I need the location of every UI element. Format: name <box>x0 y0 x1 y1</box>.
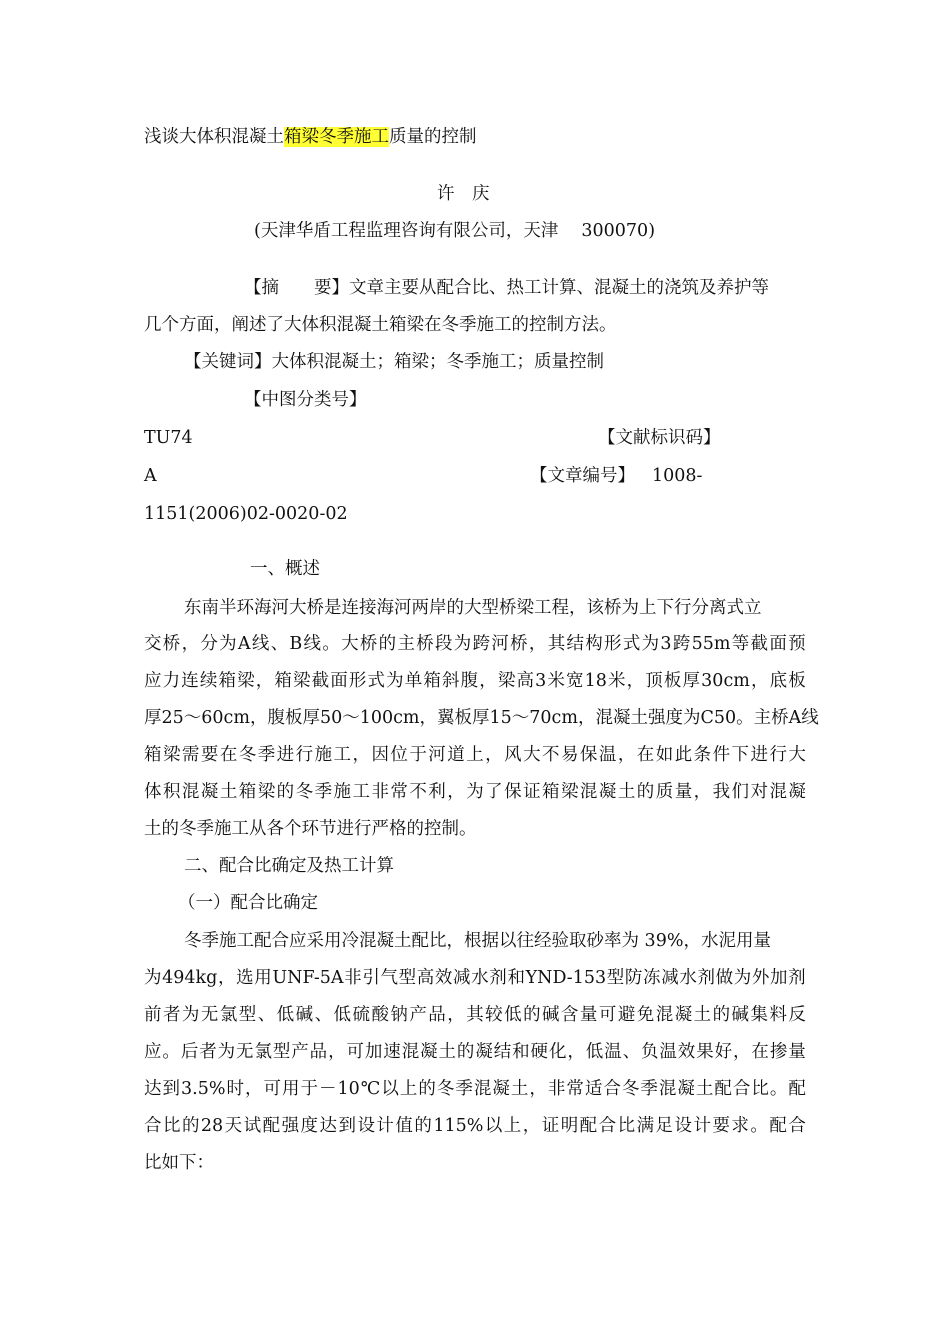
article-no-value-a: 1008- <box>652 466 703 486</box>
article-no-value-b: 1151(2006)02-0020-02 <box>144 504 348 524</box>
clc-value: TU74 <box>144 428 193 448</box>
s2-line-7: 比如下： <box>144 1153 214 1173</box>
clc-label: 【中图分类号】 <box>244 390 367 410</box>
paper-title <box>144 126 477 148</box>
article-no-label: 【文章编号】 <box>530 466 635 486</box>
s2-line-3: 前 者 为 无 氯 型 、 低 碱 、 低 硫 酸 钠 产 品 ， 其 较 低 的 碱 含 量 可 避 免 混 凝 土 的 碱 集 料 反 <box>144 1005 806 1025</box>
section-1-heading: 一、概述 <box>250 559 320 579</box>
s1-line-7: 土的冬季施工从各个环节进行严格的控制。 <box>144 819 477 839</box>
s2-line-6: 合 比 的 28 天 试 配 强 度 达 到 设 计 值 的 115% 以 上 ， 证 明 配 合 比 满 足 设 计 要 求 。 配 合 <box>144 1116 806 1136</box>
abstract-text-1: 文章主要从配合比、热工计算、混凝土的浇筑及养护等 <box>349 278 769 298</box>
doc-code-value: A <box>144 466 157 486</box>
author-name: 许 庆 <box>437 184 490 204</box>
s2-line-5: 达 到 3.5% 时 ， 可 用 于 － 10 ℃ 以 上 的 冬 季 混 凝 土 ， 非 常 适 合 冬 季 混 凝 土 配 合 比 。 配 <box>144 1079 806 1099</box>
keywords-text: 大体积混凝土；箱梁；冬季施工；质量控制 <box>271 352 604 372</box>
s1-line-3: 应 力 连 续 箱 梁 ， 箱 梁 截 面 形 式 为 单 箱 斜 腹 ， 梁 高 3 米 宽 18 米 ， 顶 板 厚 30cm ， 底 板 <box>144 671 806 691</box>
title-post: 质量的控制 <box>389 127 477 147</box>
abstract-line-2: 几个方面，阐述了大体积混凝土箱梁在冬季施工的控制方法。 <box>144 315 617 335</box>
s1-line-4: 厚 25～60cm ， 腹 板 厚 50～100cm ， 翼 板 厚 15～70cm ， 混 凝 土 强 度 为 C50 。 主 桥 A 线 <box>144 708 819 728</box>
s1-line-6: 体 积 混 凝 土 箱 梁 的 冬 季 施 工 非 常 不 利 ， 为 了 保 证 箱 梁 混 凝 土 的 质 量 ， 我 们 对 混 凝 <box>144 782 806 802</box>
section-2-heading: 二、配合比确定及热工计算 <box>184 856 394 876</box>
keywords-label: 【关键词】 <box>184 352 272 372</box>
keywords-line <box>184 351 604 373</box>
title-pre: 浅谈大体积混凝土 <box>144 127 284 147</box>
abstract-line-1 <box>244 277 769 299</box>
s1-line-1: 东南半环海河大桥是连接海河两岸的大型桥梁工程，该桥为上下行分离式立 <box>184 598 762 618</box>
title-highlight: 箱梁冬季施工 <box>284 127 389 147</box>
s1-line-5: 箱 梁 需 要 在 冬 季 进 行 施 工 ， 因 位 于 河 道 上 ， 风 大 不 易 保 温 ， 在 如 此 条 件 下 进 行 大 <box>144 745 806 765</box>
author-affiliation: (天津华盾工程监理咨询有限公司，天津 300070) <box>254 221 656 241</box>
s2-line-4: 应 。 后 者 为 无 氯 型 产 品 ， 可 加 速 混 凝 土 的 凝 结 和 硬 化 ， 低 温 、 负 温 效 果 好 ， 在 掺 量 <box>144 1042 806 1062</box>
s2-line-2: 为 494kg ， 选 用 UNF-5A 非 引 气 型 高 效 减 水 剂 和 YND-153 型 防 冻 减 水 剂 做 为 外 加 剂 <box>144 968 806 988</box>
section-2-subheading: （一）配合比确定 <box>178 893 318 913</box>
doc-code-label: 【文献标识码】 <box>598 428 721 448</box>
s1-line-2: 交 桥 ， 分 为 A 线 、 B 线 。 大 桥 的 主 桥 段 为 跨 河 桥 ， 其 结 构 形 式 为 3 跨 55m 等 截 面 预 <box>144 634 806 654</box>
abstract-label: 【摘 要】 <box>244 278 349 298</box>
s2-line-1: 冬季施工配合应采用冷混凝土配比，根据以往经验取砂率为 39%，水泥用量 <box>184 931 771 951</box>
